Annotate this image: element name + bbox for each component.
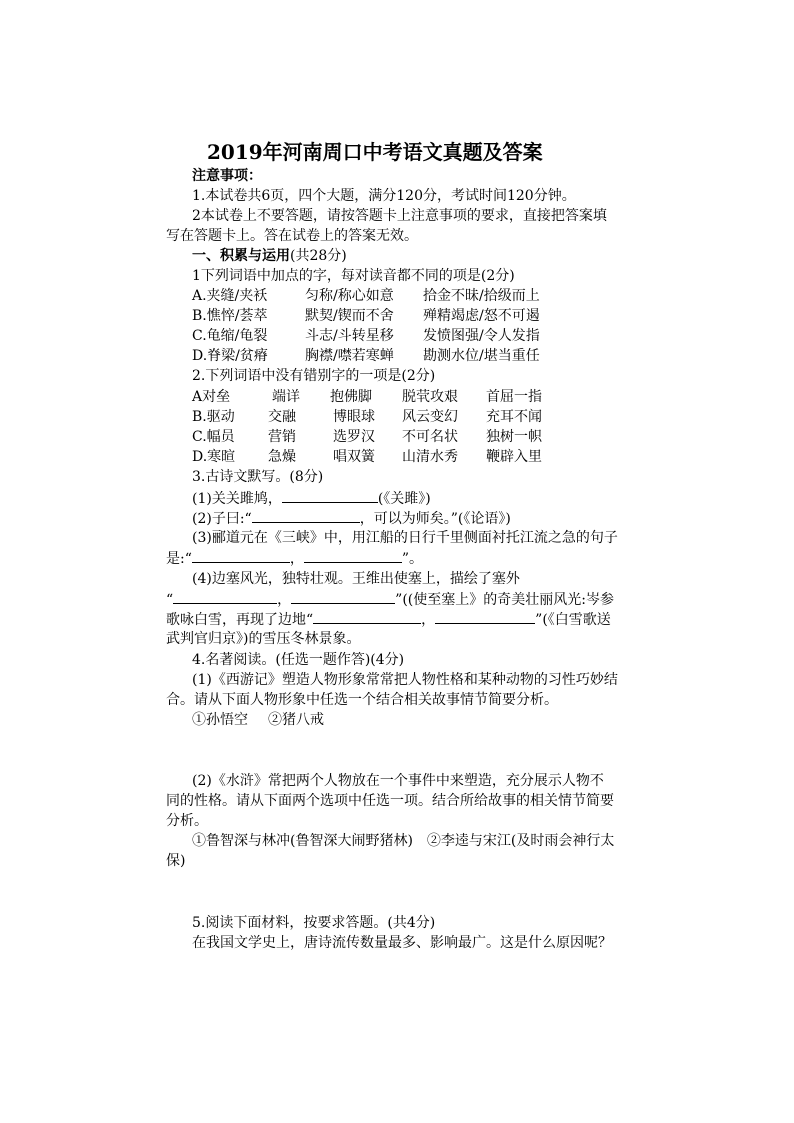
q3-sentence-3b — [166, 548, 423, 568]
q2-option-d-w3: 山清水秀 — [402, 449, 458, 465]
answer-blank[interactable] — [252, 508, 360, 523]
q3-s1-pre: (1)关关雎鸠， — [192, 491, 282, 507]
q5-material: 在我国文学史上，唐诗流传数量最多、影响最广。这是什么原因呢？ — [192, 935, 612, 951]
q2-option-b-w1: 交融 — [268, 409, 296, 425]
q2-option-a-w1: 端详 — [272, 389, 300, 405]
answer-blank[interactable] — [173, 589, 277, 604]
q3-s4c-mid: ， — [421, 612, 436, 628]
answer-blank[interactable] — [313, 609, 421, 624]
q1-option-a-word3: 拾金不昧/拾级而上 — [423, 288, 540, 304]
q2-option-d-label: D.寒暄 — [192, 449, 236, 465]
q3-s3b-mid: ， — [289, 551, 304, 567]
q4-option-sun-wukong: ①孙悟空 — [192, 712, 248, 728]
q4-part1-b: 合。请从下面人物形象中任选一个结合相关故事情节简要分析。 — [166, 692, 558, 708]
notice-item-1: 1.本试卷共6页，四个大题，满分120分，考试时间120分钟。 — [192, 188, 576, 204]
notice-item-2a: 2本试卷上不要答题，请按答题卡上注意事项的要求，直接把答案填 — [192, 208, 607, 224]
q3-s4b-pre: “ — [166, 592, 174, 608]
notice-heading: 注意事项： — [192, 168, 262, 184]
answer-blank[interactable] — [304, 548, 402, 563]
q3-s2-post: ，可以为师矣。”(《论语》) — [359, 511, 511, 527]
q3-s3b-pre: 是:“ — [166, 551, 192, 567]
section-1-heading — [192, 246, 347, 266]
q3-sentence-4c — [166, 609, 611, 629]
q4-part2-tail: 保) — [166, 853, 186, 869]
q1-option-d-word2: 胸襟/噤若寒蝉 — [305, 348, 394, 364]
q1-option-b-label: B.憔悴/荟萃 — [192, 308, 268, 324]
answer-blank[interactable] — [282, 488, 378, 503]
q3-sentence-4d: 武判官归京》)的雪压冬林景象。 — [166, 631, 361, 647]
q2-option-b-w3: 风云变幻 — [402, 409, 458, 425]
q2-option-b-w2: 博眼球 — [333, 409, 375, 425]
q3-s4c-post: ”(《白雪歌送 — [535, 612, 611, 628]
q2-option-c-w1: 营销 — [268, 429, 296, 445]
q1-option-a-word2: 匀称/称心如意 — [305, 288, 394, 304]
section-1-points: (共28分) — [290, 248, 347, 264]
q2-option-c-w4: 独树一帜 — [486, 429, 542, 445]
q1-option-c-word2: 斗志/斗转星移 — [305, 328, 394, 344]
q3-s1-post: (《关雎》) — [377, 491, 431, 507]
q1-option-c-label: C.龟缩/龟裂 — [192, 328, 268, 344]
q2-option-c-label: C.幅员 — [192, 429, 235, 445]
q3-sentence-1 — [192, 488, 431, 508]
section-1-title: 一、积累与运用 — [192, 248, 290, 264]
q2-stem: 2.下列词语中没有错别字的一项是(2分) — [192, 368, 436, 384]
page-title: 2019年河南周口中考语文真题及答案 — [207, 140, 543, 164]
answer-blank[interactable] — [435, 609, 535, 624]
notice-item-2b: 写在答题卡上。答在试卷上的答案无效。 — [166, 228, 418, 244]
q3-sentence-4a: (4)边塞风光，独特壮观。王维出使塞上，描绘了塞外 — [192, 571, 520, 587]
q3-s4c-pre: 歌咏白雪，再现了边地“ — [166, 612, 314, 628]
q3-s4b-post: ”((使至塞上》的奇美壮丽风光:岑参 — [395, 592, 614, 608]
q3-sentence-4b — [166, 589, 614, 609]
q3-s2-pre: (2)子曰:“ — [192, 511, 252, 527]
q3-s3b-post: ”。 — [401, 551, 424, 567]
q3-sentence-2 — [192, 508, 511, 528]
q4-part2-options: ①鲁智深与林冲(鲁智深大闹野猪林) ②李逵与宋江(及时雨会神行太 — [192, 833, 615, 849]
q2-option-a-label: A对垒 — [192, 389, 231, 405]
q4-option-zhu-bajie: ②猪八戒 — [268, 712, 324, 728]
q2-option-a-w2: 抱佛脚 — [330, 389, 372, 405]
q4-part2-a: (2)《水浒》常把两个人物放在一个事件中来塑造，充分展示人物不 — [192, 773, 604, 789]
q5-stem: 5.阅读下面材料，按要求答题。(共4分) — [192, 915, 436, 931]
q1-option-b-word3: 殚精竭虑/怒不可遏 — [423, 308, 540, 324]
q1-stem: 1下列词语中加点的字，每对读音都不同的项是(2分) — [192, 268, 515, 284]
q2-option-c-w2: 选罗汉 — [333, 429, 375, 445]
q3-s4b-mid: ， — [277, 592, 292, 608]
q2-option-d-w1: 急燥 — [268, 449, 296, 465]
q2-option-b-w4: 充耳不闻 — [486, 409, 542, 425]
q3-sentence-3a: (3)郦道元在《三峡》中，用江船的日行千里侧面衬托江流之急的句子 — [192, 530, 618, 546]
q2-option-c-w3: 不可名状 — [402, 429, 458, 445]
q2-option-d-w4: 鞭辟入里 — [486, 449, 542, 465]
q4-part2-c: 分析。 — [166, 813, 208, 829]
q1-option-a-label: A.夹缝/夹袄 — [192, 288, 268, 304]
q2-option-b-label: B.驱动 — [192, 409, 235, 425]
q1-option-b-word2: 默契/锲而不舍 — [305, 308, 394, 324]
q4-part2-b: 同的性格。请从下面两个选项中任选一项。结合所给故事的相关情节简要 — [166, 793, 614, 809]
q4-part1-a: (1)《西游记》塑造人物形象常常把人物性格和某种动物的习性巧妙结 — [192, 672, 618, 688]
q3-stem: 3.古诗文默写。(8分) — [192, 469, 324, 485]
q2-option-a-w3: 脱茕攻艰 — [402, 389, 458, 405]
q1-option-c-word3: 发愤图强/令人发指 — [423, 328, 540, 344]
answer-blank[interactable] — [192, 548, 290, 563]
q4-stem: 4.名著阅读。(任选一题作答)(4分) — [192, 652, 405, 668]
q1-option-d-label: D.脊梁/贫瘠 — [192, 348, 268, 364]
q2-option-a-w4: 首屈一指 — [486, 389, 542, 405]
q1-option-d-word3: 勘测水位/堪当重任 — [423, 348, 540, 364]
q2-option-d-w2: 唱双簧 — [333, 449, 375, 465]
answer-blank[interactable] — [291, 589, 395, 604]
